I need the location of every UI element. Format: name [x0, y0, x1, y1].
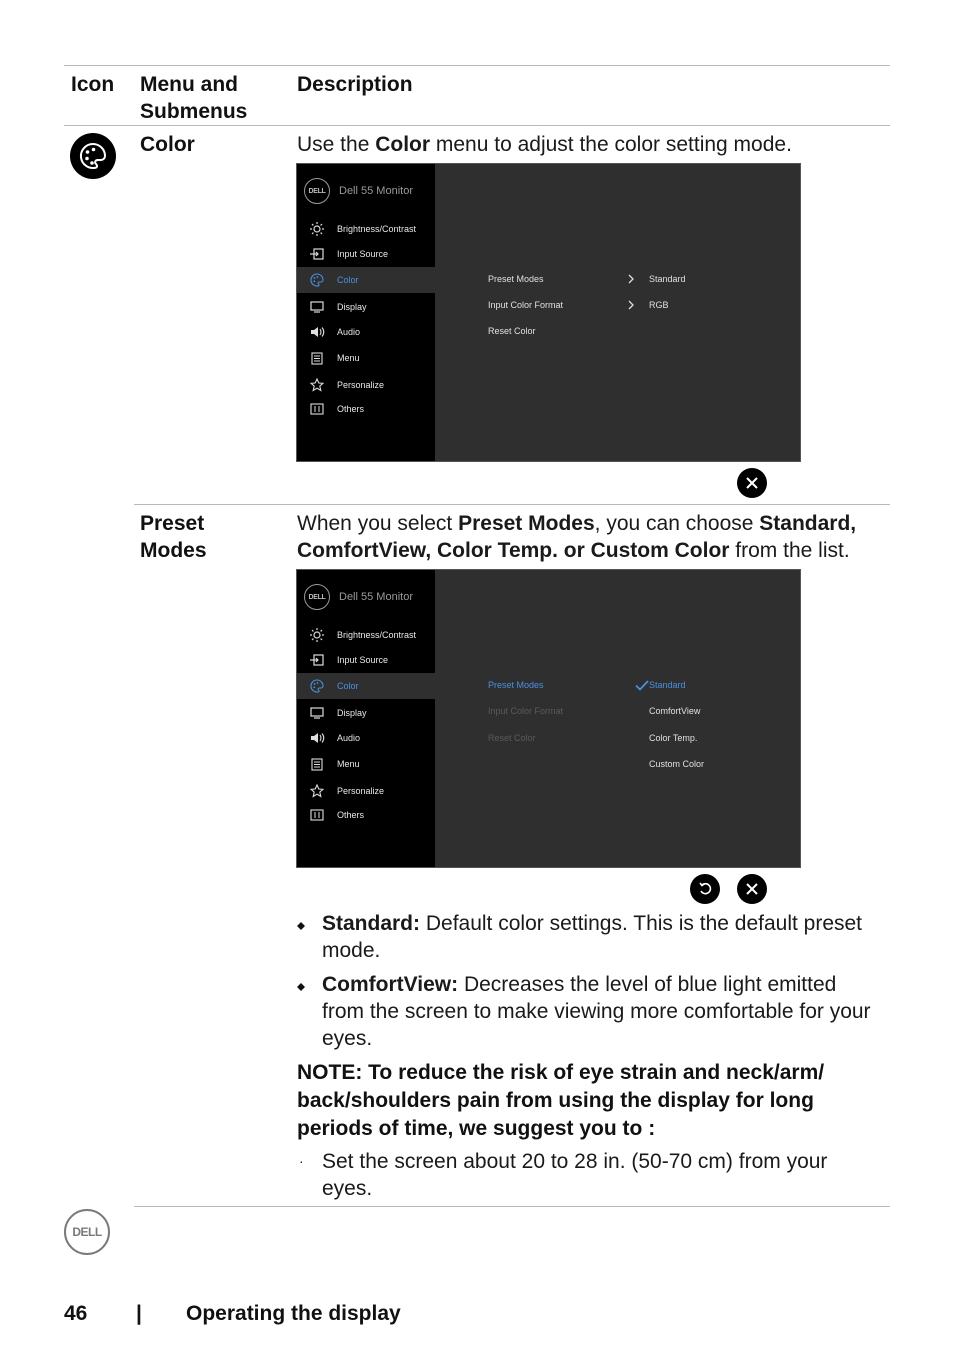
- diamond-bullet-icon: [297, 971, 317, 998]
- osd2-close-button[interactable]: [737, 874, 767, 904]
- dell-logo-icon: DELL: [304, 178, 330, 204]
- chevron-right-icon: [627, 300, 635, 310]
- osd-item-others[interactable]: Others: [297, 802, 435, 828]
- close-icon: [745, 476, 759, 490]
- others-icon: [297, 403, 337, 415]
- diamond-bullet-icon: [297, 910, 317, 937]
- input-source-icon: [297, 248, 337, 260]
- sub-bullet-distance: · Set the screen about 20 to 28 in. (50-70 cm) from your eyes.: [299, 1150, 828, 1200]
- osd-item-personalize[interactable]: Personalize: [297, 372, 435, 398]
- osd-brand: [304, 584, 413, 610]
- osd1-close-button[interactable]: [737, 468, 767, 498]
- osd2-back-button[interactable]: [690, 874, 720, 904]
- color-palette-icon: [297, 679, 337, 693]
- row-rule: [134, 504, 890, 505]
- osd-screen-color: [296, 163, 801, 462]
- osd-brand-name: Dell 55 Monitor: [339, 185, 413, 197]
- osd2-option-input-color-format: Input Color Format: [488, 706, 564, 716]
- footer-separator: |: [136, 1302, 142, 1325]
- osd-item-menu[interactable]: Menu: [297, 345, 435, 371]
- dot-bullet-icon: ·: [299, 1153, 304, 1169]
- osd-sidebar: [297, 164, 435, 461]
- osd-sidebar: [297, 570, 435, 867]
- table-top-rule: [64, 65, 890, 66]
- menu-icon: [297, 352, 337, 365]
- osd-item-brightness[interactable]: Brightness/Contrast: [297, 622, 435, 648]
- osd-item-audio[interactable]: Audio: [297, 319, 435, 345]
- page-number: 46: [64, 1302, 88, 1325]
- osd-brand-name: Dell 55 Monitor: [339, 591, 413, 603]
- preset-row-title: Preset Modes: [140, 512, 207, 562]
- header-rule: [64, 125, 890, 126]
- input-source-icon: [297, 654, 337, 666]
- osd2-preset-color-temp[interactable]: Color Temp.: [649, 733, 698, 743]
- dell-logo: DELL: [64, 1209, 110, 1255]
- chevron-right-icon: [627, 274, 635, 284]
- osd1-option-input-color-format[interactable]: Input Color Format: [488, 300, 564, 310]
- osd-item-menu[interactable]: Menu: [297, 751, 435, 777]
- color-row-description: Use the Color menu to adjust the color setting mode.: [297, 133, 792, 156]
- display-icon: [297, 707, 337, 719]
- star-icon: [297, 378, 337, 392]
- audio-icon: [297, 732, 337, 744]
- audio-icon: [297, 326, 337, 338]
- others-icon: [297, 809, 337, 821]
- osd-item-personalize[interactable]: Personalize: [297, 778, 435, 804]
- bullet-standard: Standard: Default color settings. This is the default preset mode.: [297, 910, 882, 964]
- bullet-comfortview: ComfortView: Decreases the level of blue light emitted from the screen to make viewing more comfortable for your eyes.: [297, 971, 882, 1052]
- osd1-value-rgb: RGB: [649, 300, 669, 310]
- osd2-preset-comfortview[interactable]: ComfortView: [649, 706, 701, 716]
- osd-item-color[interactable]: Color: [297, 267, 435, 293]
- osd-item-display[interactable]: Display: [297, 700, 435, 726]
- brightness-icon: [297, 222, 337, 236]
- display-icon: [297, 301, 337, 313]
- header-description: Description: [297, 73, 413, 96]
- color-row-title: Color: [140, 133, 195, 156]
- osd-item-others[interactable]: Others: [297, 396, 435, 422]
- osd-item-input-source[interactable]: Input Source: [297, 241, 435, 267]
- table-bottom-rule: [134, 1206, 890, 1207]
- section-title: Operating the display: [186, 1302, 401, 1325]
- osd-screen-preset-modes: [296, 569, 801, 868]
- osd1-option-reset-color[interactable]: Reset Color: [488, 326, 536, 336]
- checkmark-icon: [635, 680, 649, 691]
- osd1-value-standard: Standard: [649, 274, 686, 284]
- preset-row-description: When you select Preset Modes, you can choose Standard, ComfortView, Color Temp. or Custom Color from the list.: [297, 512, 857, 562]
- dell-logo-icon: DELL: [304, 584, 330, 610]
- back-icon: [697, 881, 713, 897]
- osd-item-brightness[interactable]: Brightness/Contrast: [297, 216, 435, 242]
- osd-brand: [304, 178, 413, 204]
- header-menu: Menu and Submenus: [140, 73, 248, 123]
- brightness-icon: [297, 628, 337, 642]
- star-icon: [297, 784, 337, 798]
- osd-item-input-source[interactable]: Input Source: [297, 647, 435, 673]
- osd-item-audio[interactable]: Audio: [297, 725, 435, 751]
- header-icon: Icon: [71, 73, 115, 96]
- color-palette-icon: [297, 273, 337, 287]
- osd-item-display[interactable]: Display: [297, 294, 435, 320]
- osd2-option-preset-modes[interactable]: Preset Modes: [488, 680, 544, 690]
- osd1-option-preset-modes[interactable]: Preset Modes: [488, 274, 544, 284]
- osd-item-color[interactable]: Color: [297, 673, 435, 699]
- osd2-preset-standard[interactable]: Standard: [649, 680, 686, 690]
- note-text: NOTE: To reduce the risk of eye strain and neck/arm/ back/shoulders pain from using the display for long periods of time, we suggest you to :: [297, 1061, 825, 1140]
- menu-icon: [297, 758, 337, 771]
- osd2-option-reset-color: Reset Color: [488, 733, 536, 743]
- osd2-preset-custom-color[interactable]: Custom Color: [649, 759, 705, 769]
- close-icon: [745, 882, 759, 896]
- color-menu-icon: [70, 133, 116, 179]
